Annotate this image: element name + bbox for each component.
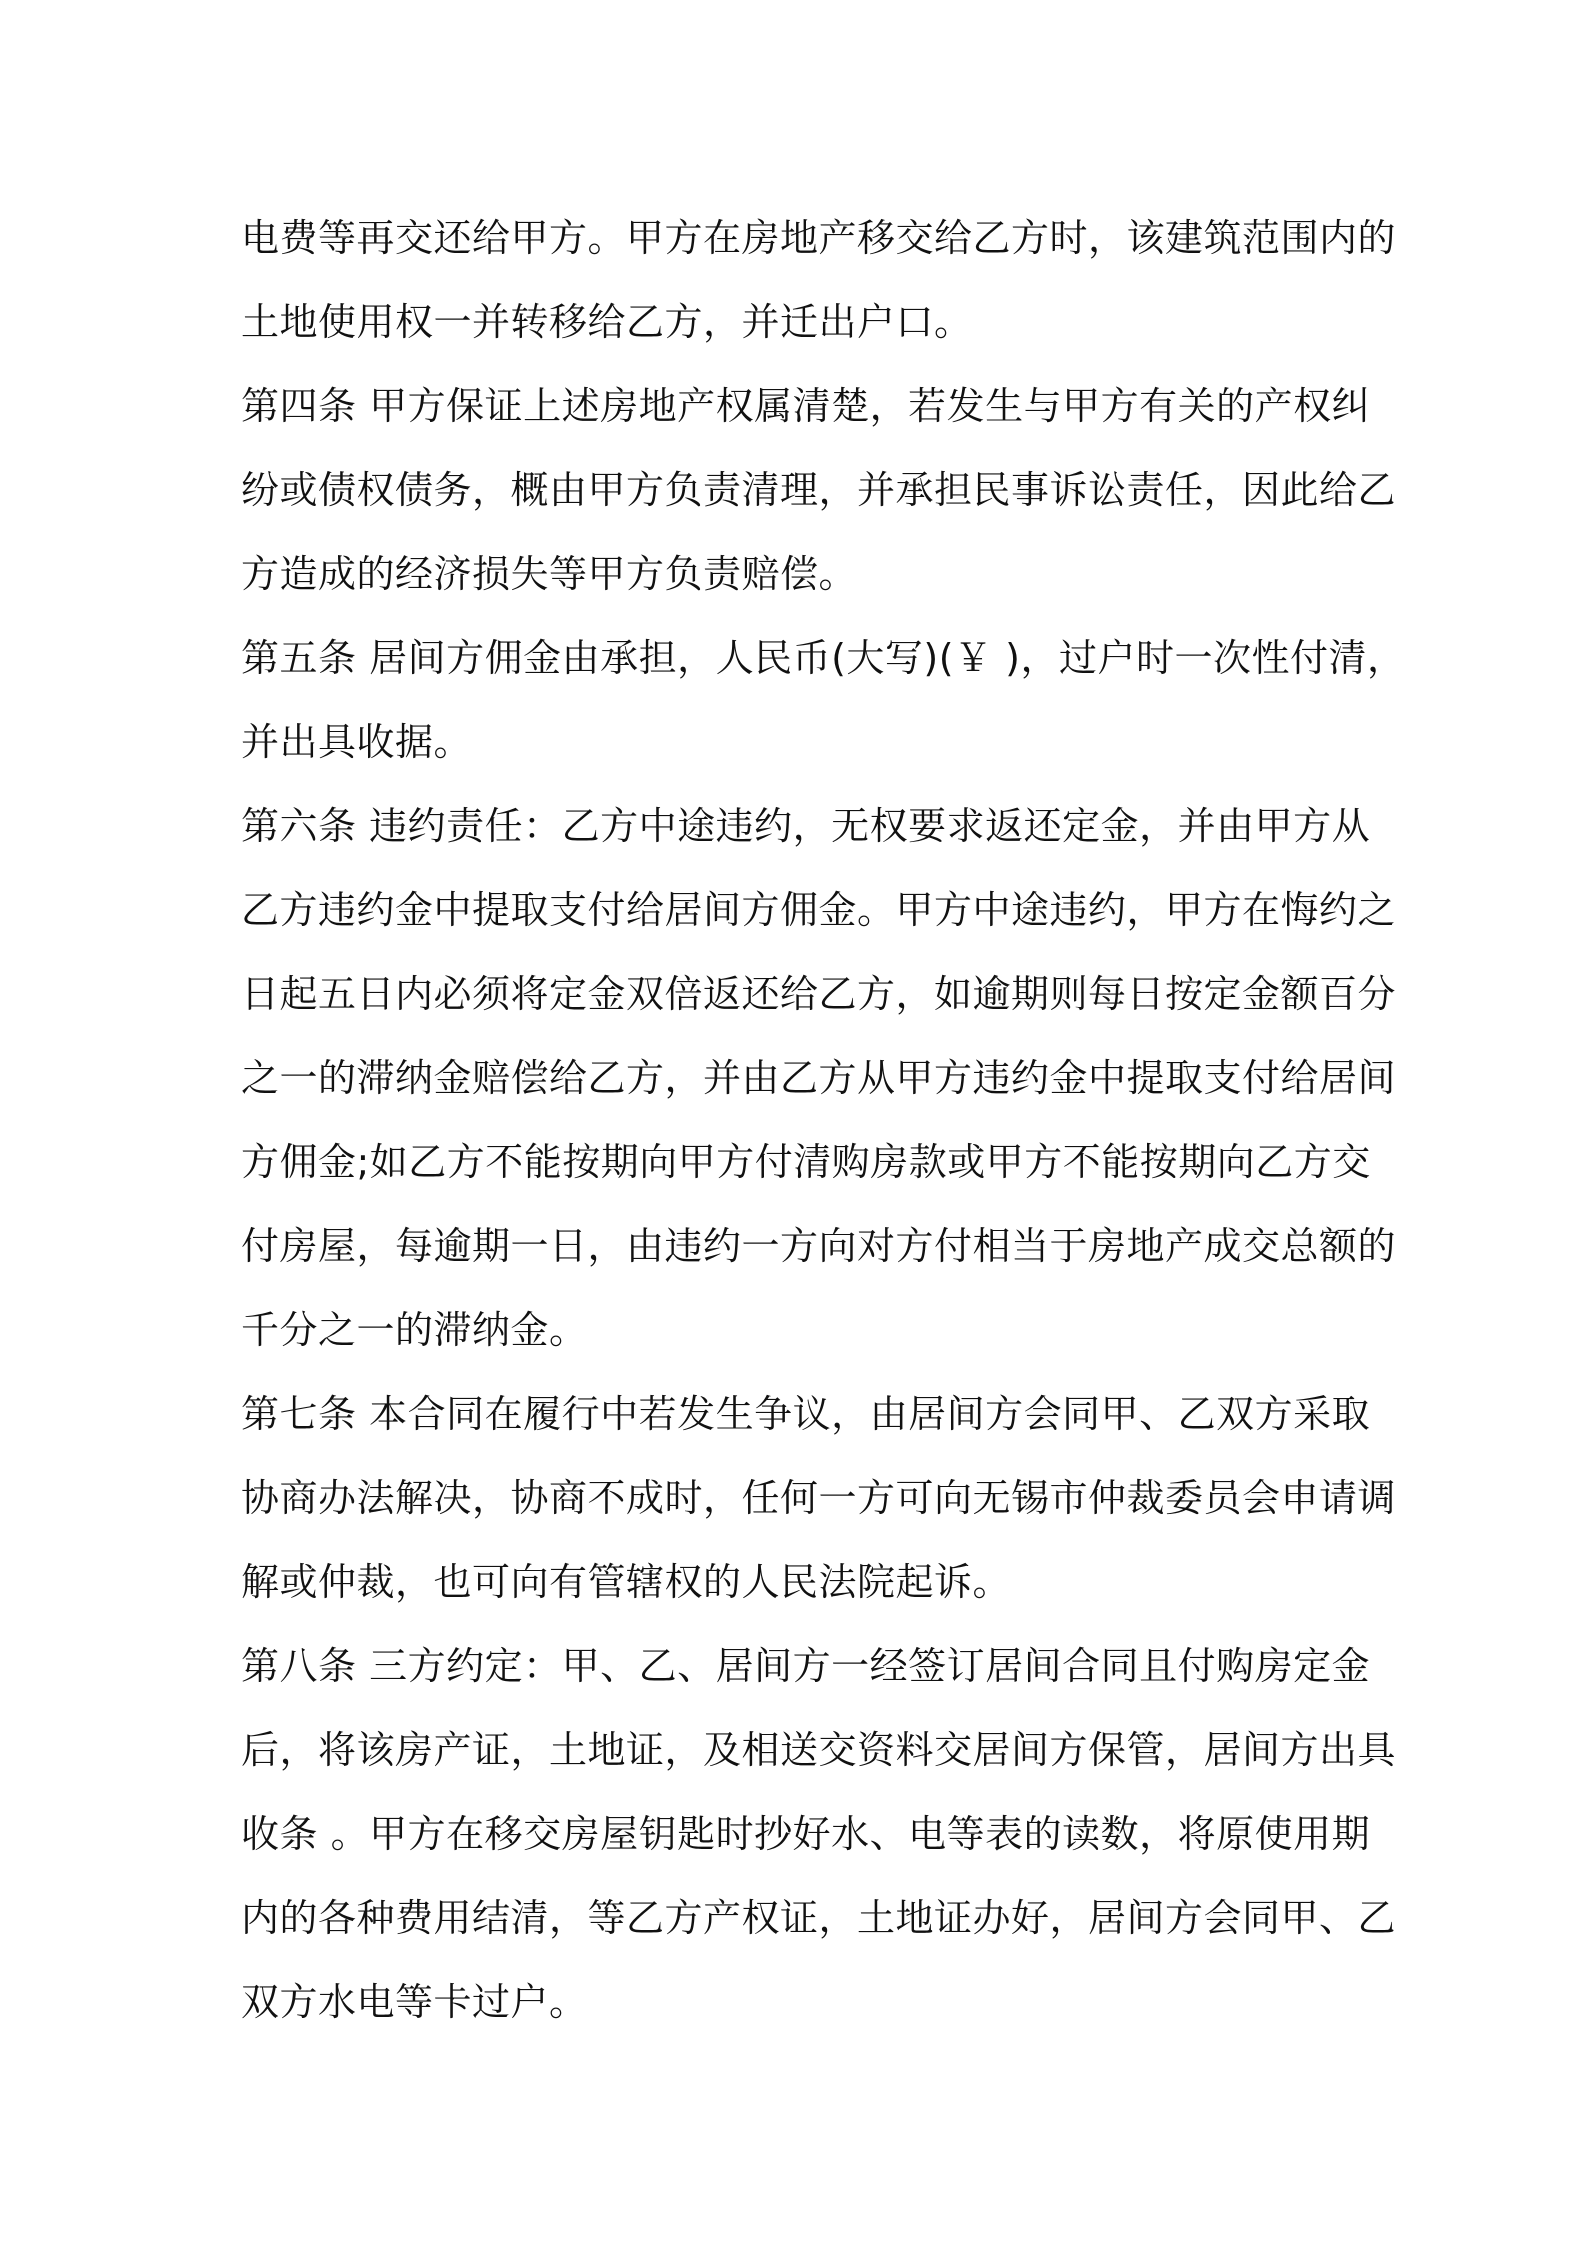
- text-line: 并出具收据。: [241, 720, 473, 764]
- text-line: 方造成的经济损失等甲方负责赔偿。: [241, 552, 858, 596]
- text-line: 后，将该房产证，土地证，及相送交资料交居间方保管，居间方出具: [241, 1728, 1397, 1772]
- article-5-line: 第五条 居间方佣金由承担，人民币(大写)(￥ )，过户时一次性付清，: [241, 636, 1406, 680]
- text-line: 乙方违约金中提取支付给居间方佣金。甲方中途违约，甲方在悔约之: [241, 888, 1397, 932]
- text-line: 收条 。甲方在移交房屋钥匙时抄好水、电等表的读数，将原使用期: [241, 1812, 1371, 1856]
- text-line: 解或仲裁，也可向有管辖权的人民法院起诉。: [241, 1560, 1012, 1604]
- text-line: 千分之一的滞纳金。: [241, 1308, 588, 1352]
- text-line: 内的各种费用结清，等乙方产权证，土地证办好，居间方会同甲、乙: [241, 1896, 1397, 1940]
- article-8-line: 第八条 三方约定：甲、乙、居间方一经签订居间合同且付购房定金: [241, 1644, 1371, 1688]
- text-line: 电费等再交还给甲方。甲方在房地产移交给乙方时，该建筑范围内的: [241, 216, 1397, 260]
- text-line: 日起五日内必须将定金双倍返还给乙方，如逾期则每日按定金额百分: [241, 972, 1397, 1016]
- text-line: 方佣金;如乙方不能按期向甲方付清购房款或甲方不能按期向乙方交: [241, 1140, 1371, 1184]
- article-6-line: 第六条 违约责任：乙方中途违约，无权要求返还定金，并由甲方从: [241, 804, 1371, 848]
- text-line: 双方水电等卡过户。: [241, 1980, 588, 2024]
- article-7-line: 第七条 本合同在履行中若发生争议，由居间方会同甲、乙双方采取: [241, 1392, 1371, 1436]
- text-line: 纷或债权债务，概由甲方负责清理，并承担民事诉讼责任，因此给乙: [241, 468, 1397, 512]
- article-4-line: 第四条 甲方保证上述房地产权属清楚，若发生与甲方有关的产权纠: [241, 384, 1371, 428]
- text-line: 付房屋，每逾期一日，由违约一方向对方付相当于房地产成交总额的: [241, 1224, 1397, 1268]
- text-line: 之一的滞纳金赔偿给乙方，并由乙方从甲方违约金中提取支付给居间: [241, 1056, 1397, 1100]
- text-line: 土地使用权一并转移给乙方，并迁出户口。: [241, 300, 973, 344]
- document-body: [241, 196, 1406, 2044]
- text-line: 协商办法解决，协商不成时，任何一方可向无锡市仲裁委员会申请调: [241, 1476, 1397, 1520]
